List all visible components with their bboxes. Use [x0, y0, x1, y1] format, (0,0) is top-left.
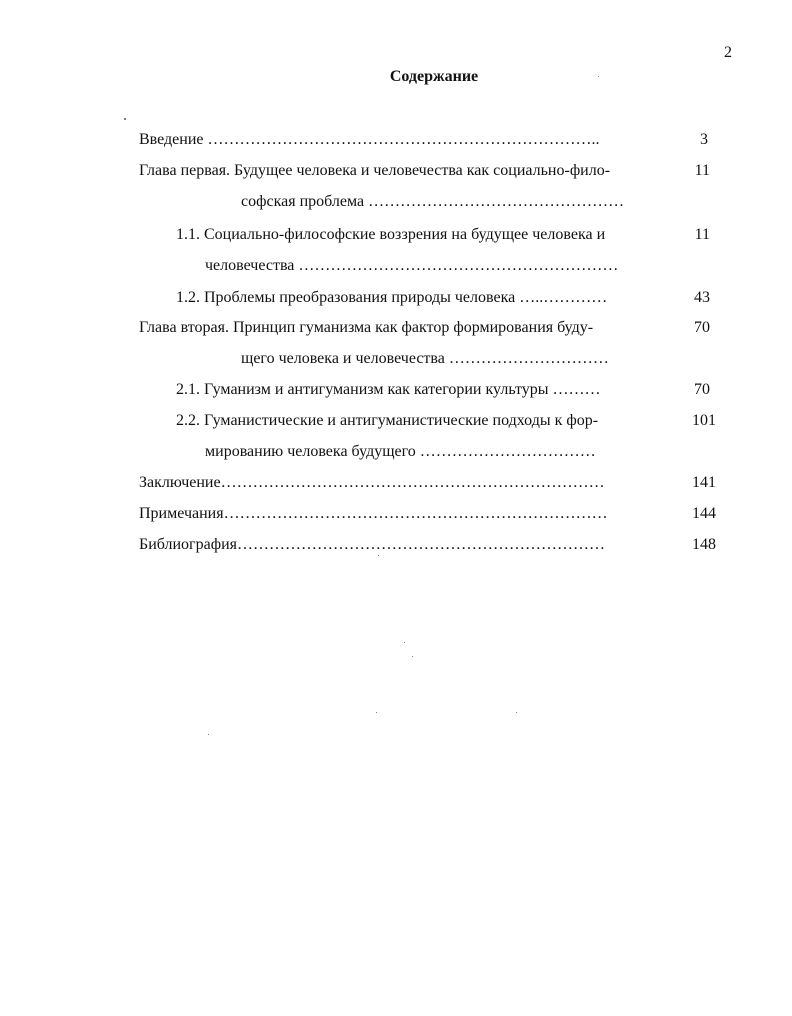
- toc-entry-page: 70: [694, 381, 710, 398]
- toc-entry-text: 1.2. Проблемы преобразования природы человека …..…………: [176, 289, 608, 306]
- toc-entry-text: Библиография……………………………………………………………: [139, 536, 605, 553]
- scan-speck: [412, 656, 413, 657]
- toc-entry-text: Заключение………………………………………………………………: [139, 474, 605, 491]
- scan-speck: [208, 734, 209, 735]
- scan-speck: [378, 555, 379, 556]
- toc-entry-text-continued: мированию человека будущего ……………………………: [205, 443, 596, 460]
- toc-entry-page: 70: [694, 319, 710, 336]
- toc-entry-text: Введение ………………………………………………………………..: [139, 131, 600, 148]
- toc-entry-page: 11: [694, 162, 710, 179]
- toc-entry-text-continued: щего человека и человечества …………………………: [241, 350, 609, 367]
- scan-speck: [516, 712, 517, 713]
- scan-speck: [124, 118, 126, 120]
- scan-speck: [598, 76, 599, 77]
- page-title: Содержание: [389, 68, 479, 85]
- toc-entry-page: 144: [692, 505, 716, 522]
- toc-entry-page: 101: [692, 412, 716, 429]
- toc-entry-text: 1.1. Социально-философские воззрения на будущее человека и: [176, 226, 606, 243]
- toc-entry-text: Глава первая. Будущее человека и человечества как социально-фило-: [139, 162, 611, 179]
- toc-entry-text: 2.2. Гуманистические и антигуманистические подходы к фор-: [176, 412, 599, 429]
- page-number: 2: [724, 44, 732, 61]
- scan-speck: [376, 712, 377, 713]
- toc-entry-page: 11: [694, 226, 710, 243]
- toc-entry-text: 2.1. Гуманизм и антигуманизм как категории культуры ………: [176, 381, 601, 398]
- scan-speck: [404, 642, 405, 643]
- toc-entry-text: Глава вторая. Принцип гуманизма как фактор формирования буду-: [139, 319, 594, 336]
- toc-entry-page: 3: [700, 131, 708, 148]
- toc-entry-page: 141: [692, 474, 716, 491]
- toc-entry-text-continued: софская проблема …………………………………………: [241, 193, 625, 210]
- toc-entry-page: 43: [694, 289, 710, 306]
- toc-entry-text-continued: человечества ……………………………………………………: [205, 257, 619, 274]
- toc-entry-page: 148: [692, 536, 716, 553]
- toc-entry-text: Примечания………………………………………………………………: [139, 505, 608, 522]
